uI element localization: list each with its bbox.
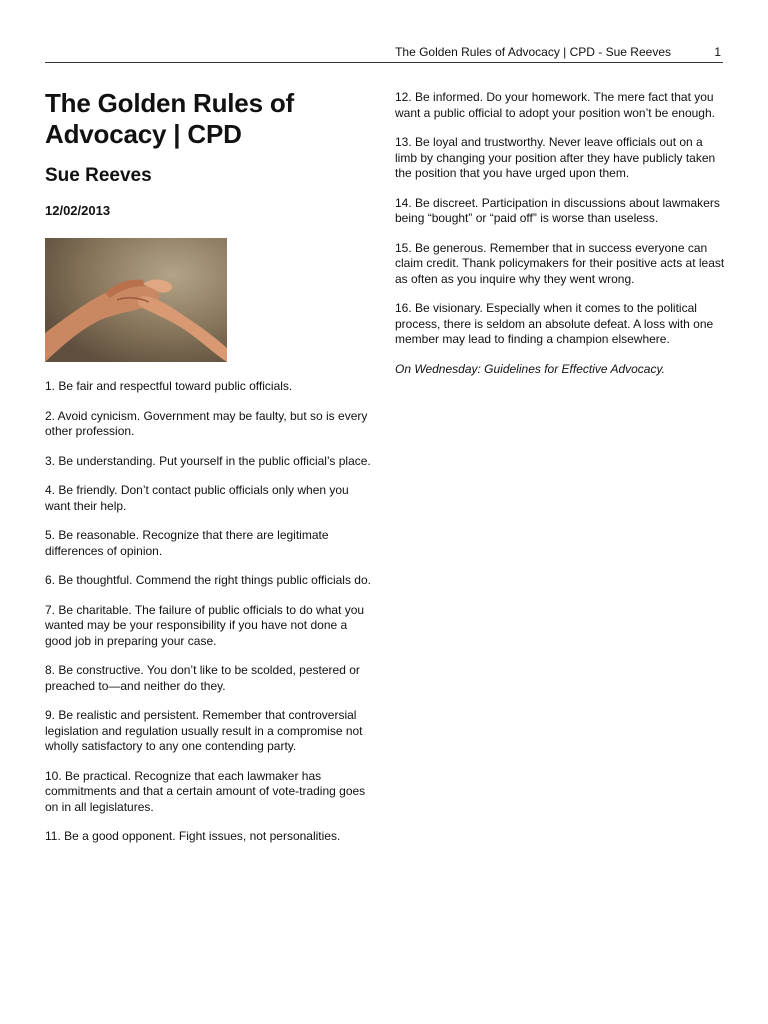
page-number: 1 <box>714 45 721 59</box>
rule-item: 3. Be understanding. Put yourself in the public official’s place. <box>45 453 371 468</box>
closing-note: On Wednesday: Guidelines for Effective Advocacy. <box>395 361 665 376</box>
rule-item: 12. Be informed. Do your homework. The mere fact that you want a public official to adopt your position won’t be enough. <box>395 90 715 120</box>
article-author: Sue Reeves <box>45 165 152 186</box>
rule-item: 8. Be constructive. You don’t like to be scolded, pestered or preached to—and neither do they. <box>45 663 360 693</box>
article-date: 12/02/2013 <box>45 203 111 218</box>
rules-list-left <box>45 379 375 845</box>
rule-item: 7. Be charitable. The failure of public officials to do what you wanted may be your responsibility if you have not done a good job in preparing your case. <box>45 602 365 648</box>
right-column <box>395 90 725 377</box>
rule-item: 9. Be realistic and persistent. Remember that controversial legislation and regulation usually result in a compromise not wholly satisfactory to any one contending party. <box>45 708 363 753</box>
article-title: The Golden Rules of Advocacy | CPD <box>45 88 294 149</box>
rule-item: 15. Be generous. Remember that in success everyone can claim credit. Thank policymakers for their positive acts at least as often as you inquire why they went wrong. <box>395 240 725 286</box>
hands-photo <box>45 238 227 362</box>
page-header <box>45 44 723 63</box>
rule-item: 13. Be loyal and trustworthy. Never leave officials out on a limb by changing your position after they have publicly taken the position that you have urged upon them. <box>395 135 716 180</box>
running-title: The Golden Rules of Advocacy | CPD - Sue Reeves <box>395 45 671 59</box>
rule-item: 1. Be fair and respectful toward public officials. <box>45 379 293 393</box>
rule-item: 5. Be reasonable. Recognize that there are legitimate differences of opinion. <box>45 528 329 558</box>
rule-item: 6. Be thoughtful. Commend the right things public officials do. <box>45 573 371 587</box>
rule-item: 14. Be discreet. Participation in discussions about lawmakers being “bought” or “paid off” is worse than useless. <box>395 195 720 225</box>
rule-item: 10. Be practical. Recognize that each lawmaker has commitments and that a certain amount of vote-trading goes on in all legislatures. <box>45 768 366 814</box>
rule-item: 4. Be friendly. Don’t contact public officials only when you want their help. <box>45 483 349 513</box>
left-column <box>45 88 375 859</box>
hands-illustration <box>45 238 227 362</box>
rule-item: 2. Avoid cynicism. Government may be faulty, but so is every other profession. <box>45 408 368 438</box>
rule-item: 16. Be visionary. Especially when it comes to the political process, there is seldom an absolute defeat. A loss with one member may lead to finding a champion elsewhere. <box>395 301 714 346</box>
rule-item: 11. Be a good opponent. Fight issues, not personalities. <box>45 829 341 843</box>
